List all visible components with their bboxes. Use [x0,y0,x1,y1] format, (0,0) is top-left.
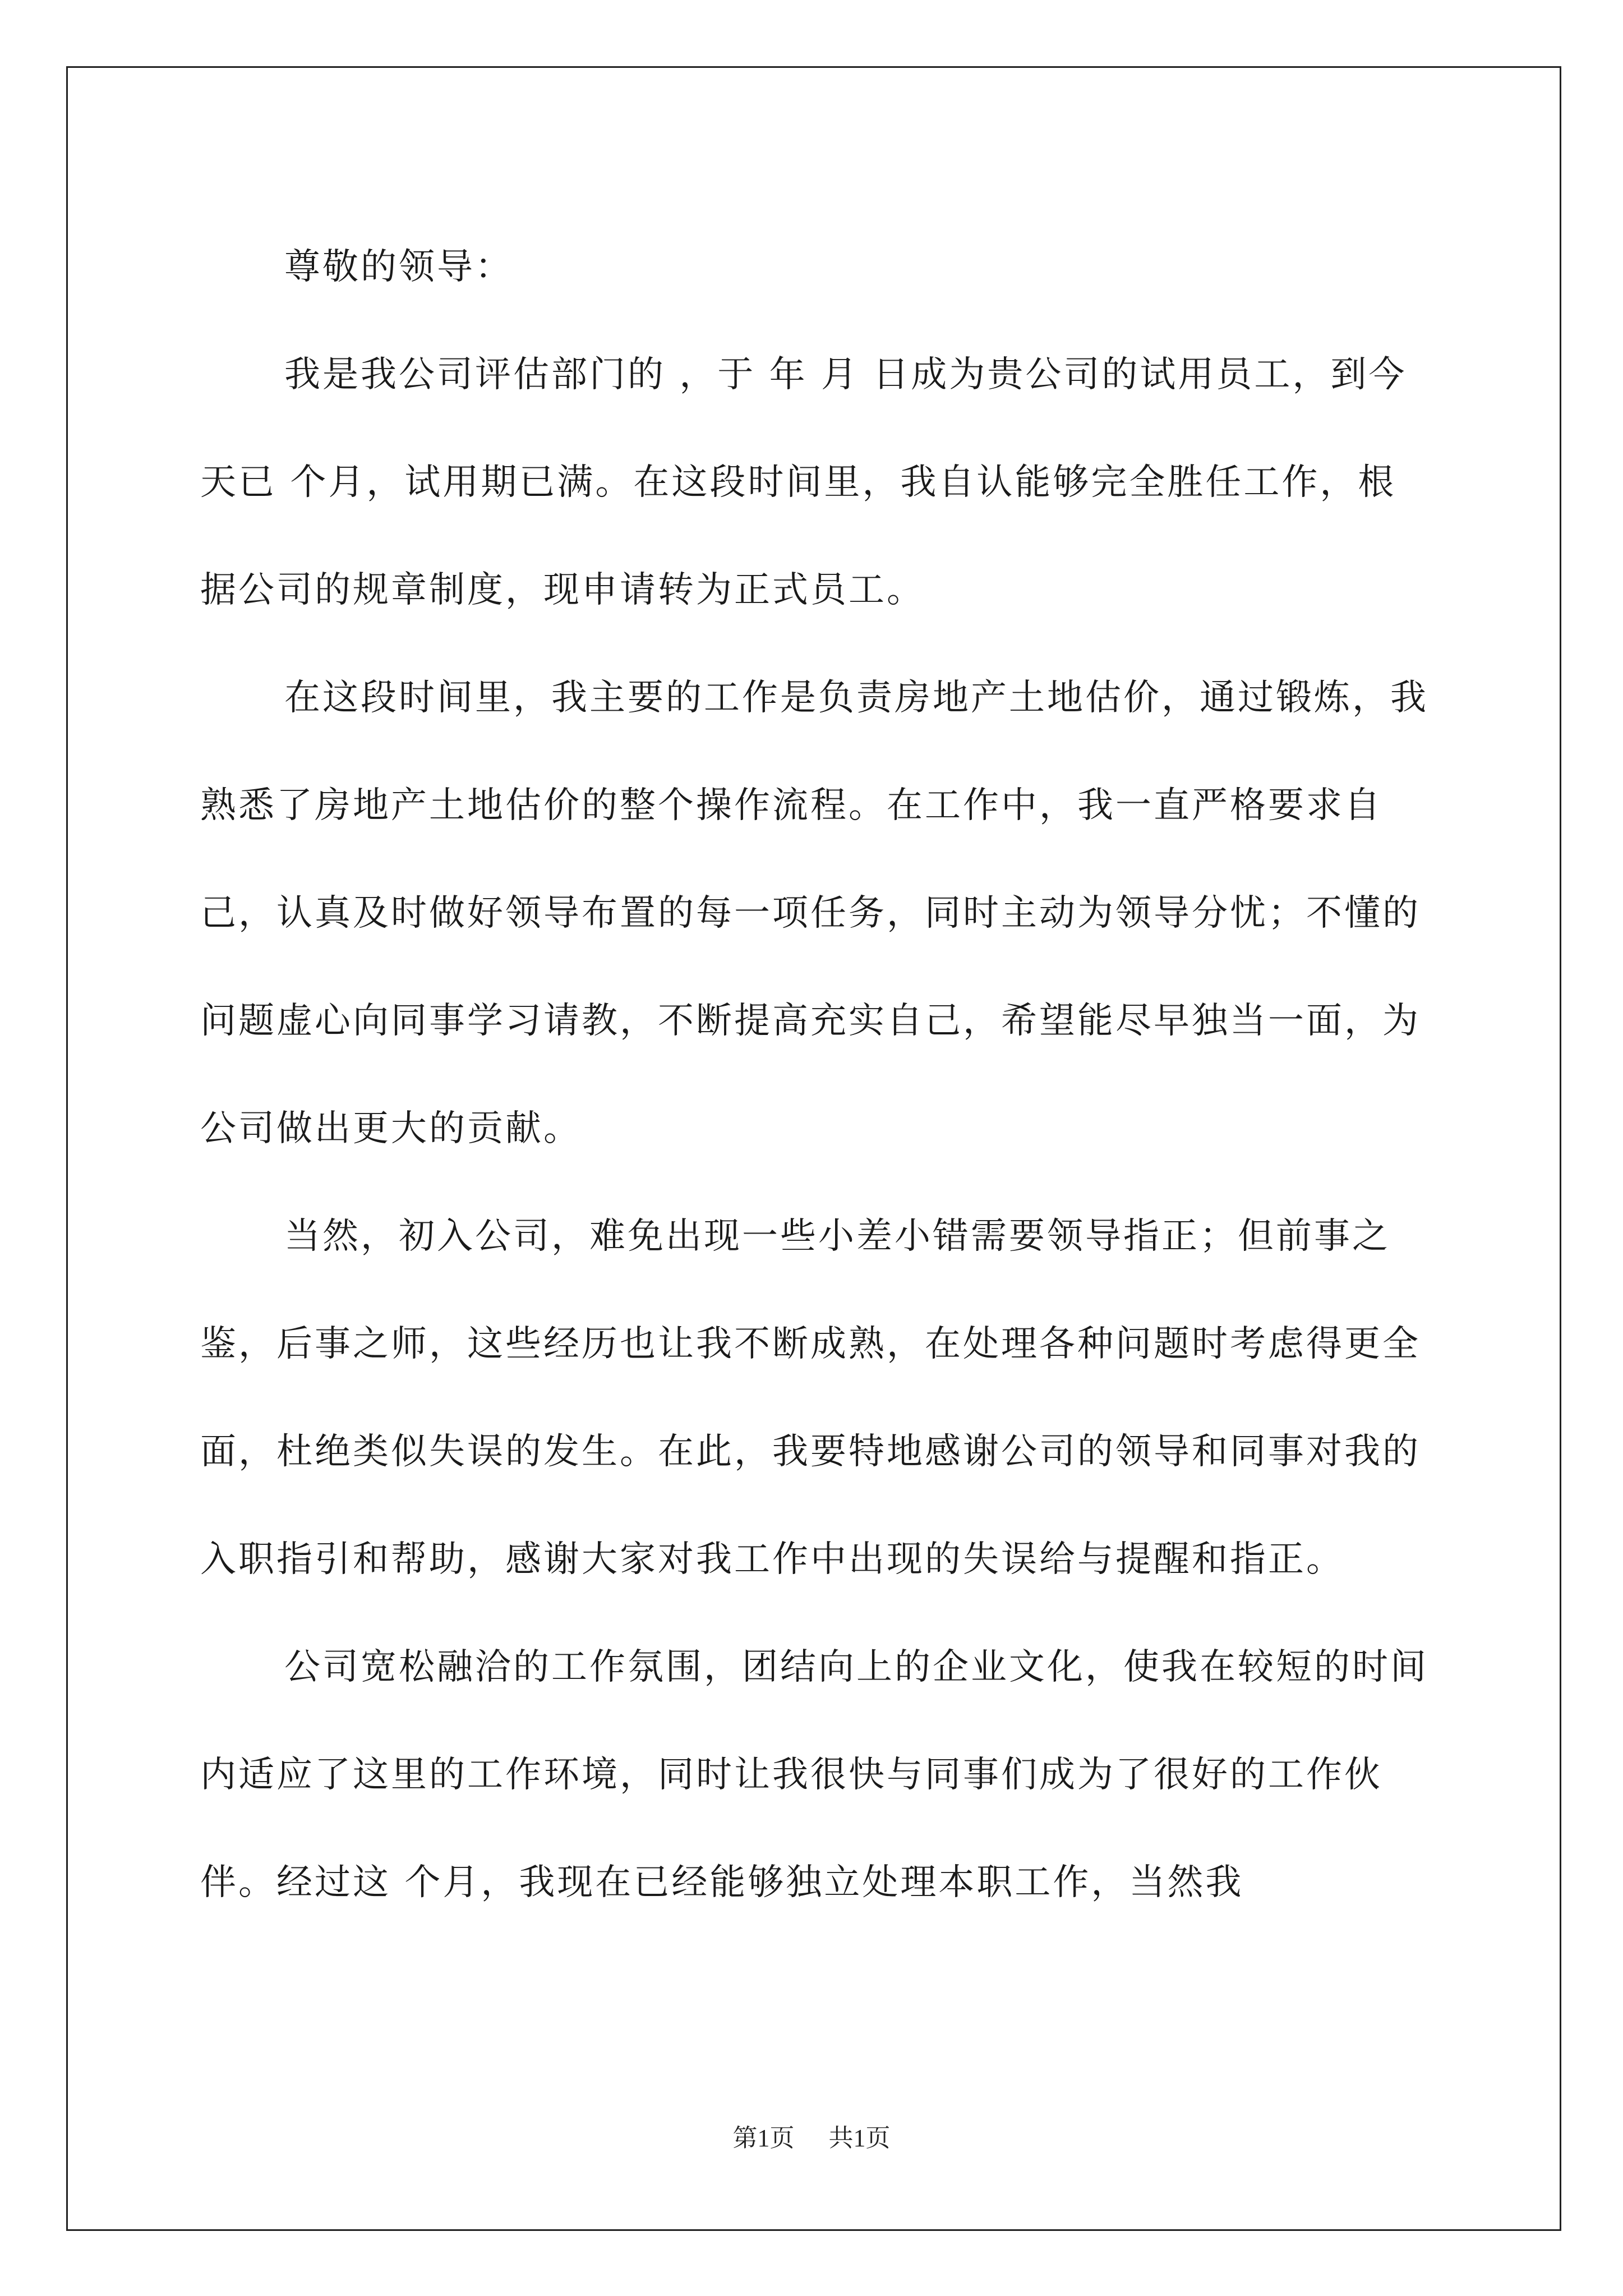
page-footer [0,2122,1623,2155]
page-number-total: 共1页 [828,2124,891,2152]
page-number-current: 第1页 [732,2124,795,2152]
document-body [200,213,1428,1936]
paragraph: 当然，初入公司，难免出现一些小差小错需要领导指正；但前事之鉴，后事之师，这些经历也让我不断成熟，在处理各种问题时考虑得更全面，杜绝类似失误的发生。在此，我要特地感谢公司的领导和同事对我的入职指引和帮助，感谢大家对我工作中出现的失误给与提醒和指正。 [200,1216,1421,1580]
paragraph: 公司宽松融洽的工作氛围，团结向上的企业文化，使我在较短的时间内适应了这里的工作环境，同时让我很快与同事们成为了很好的工作伙伴。经过这 个月，我现在已经能够独立处理本职工作，当然我 [200,1646,1428,1903]
salutation: 尊敬的领导： [284,246,513,288]
paragraph: 在这段时间里，我主要的工作是负责房地产土地估价，通过锻炼，我熟悉了房地产土地估价的整个操作流程。在工作中，我一直严格要求自己，认真及时做好领导布置的每一项任务，同时主动为领导分忧；不懂的问题虚心向同事学习请教，不断提高充实自己，希望能尽早独当一面，为公司做出更大的贡献。 [200,677,1428,1149]
paragraph: 我是我公司评估部门的 ，于 年 月 日成为贵公司的试用员工，到今天已 个月，试用期已满。在这段时间里，我自认能够完全胜任工作，根据公司的规章制度，现申请转为正式员工。 [200,354,1407,611]
